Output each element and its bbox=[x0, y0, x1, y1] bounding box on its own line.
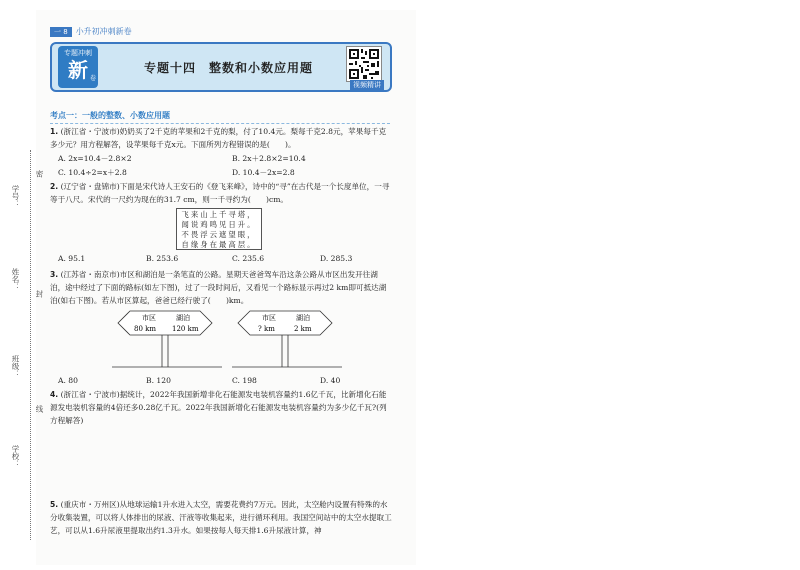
sign-right-label: 湖泊 bbox=[296, 314, 310, 322]
poem-line: 自缘身在最高层。 bbox=[181, 240, 257, 249]
option-b[interactable]: B. 120 bbox=[146, 376, 171, 385]
question-2 bbox=[50, 180, 392, 206]
option-a[interactable]: A. 80 bbox=[58, 376, 78, 385]
sign-right-value: 2 km bbox=[294, 325, 312, 333]
topic-banner bbox=[50, 42, 392, 92]
option-c[interactable]: C. 10.4÷2=x＋2.8 bbox=[58, 168, 127, 177]
question-number: 4. bbox=[50, 390, 59, 399]
badge bbox=[58, 46, 98, 88]
question-text: (辽宁省・盘锦市)下面是宋代诗人王安石的《登飞来峰》，诗中的“寻”在古代是一个长度单位，一寻等于八尺。宋代的一尺约为现在的31.7 cm，则一千寻约为( )cm。 bbox=[50, 182, 390, 204]
option-d[interactable]: D. 40 bbox=[320, 376, 341, 385]
binding-line bbox=[30, 150, 31, 540]
series-title: 小升初冲刺新卷 bbox=[75, 27, 132, 36]
answer-area[interactable] bbox=[50, 432, 390, 492]
poem-line: 闻说鸡鸣见日升。 bbox=[181, 220, 257, 229]
sign-left-value: ? km bbox=[258, 325, 275, 333]
question-text: (浙江省・宁波市)奶奶买了2千克的苹果和2千克的梨，付了10.4元。梨每千克2.8元，苹果每千克多少元？用方程解答，设苹果每千克x元。下面所列方程错误的是( )。 bbox=[50, 127, 387, 149]
binding-mark-closed: 封 bbox=[35, 290, 44, 298]
badge-top-text: 专题冲刺 bbox=[64, 49, 92, 57]
question-4 bbox=[50, 388, 392, 427]
poem-line: 不畏浮云遮望眼， bbox=[181, 230, 257, 239]
option-d[interactable]: D. 10.4－2x=2.8 bbox=[232, 168, 295, 177]
series-header bbox=[50, 26, 132, 37]
question-number: 1. bbox=[50, 127, 59, 136]
badge-small-text: 卷 bbox=[89, 75, 96, 82]
sign-right-value: 120 km bbox=[172, 325, 199, 333]
option-c[interactable]: C. 235.6 bbox=[232, 254, 265, 263]
qr-code-icon[interactable] bbox=[346, 46, 382, 82]
poem-line: 飞来山上千寻塔， bbox=[181, 210, 257, 219]
binding-mark-seal: 密 bbox=[35, 170, 44, 178]
question-text: (浙江省・宁波市)据统计，2022年我国新增非化石能源发电装机容量约1.6亿千瓦，比新增化石能源发电装机容量的4倍还多0.28亿千瓦。2022年我国新增化石能源发电装机容量约为多少亿千瓦?(列方程解答) bbox=[50, 390, 387, 425]
section-title: 考点一：一般的整数、小数应用题 bbox=[50, 110, 390, 124]
school-label: 学校： bbox=[11, 445, 20, 468]
sign-right-label: 湖泊 bbox=[176, 314, 190, 322]
option-a[interactable]: A. 95.1 bbox=[58, 254, 86, 263]
student-name-label: 姓名： bbox=[11, 268, 20, 291]
student-number-label: 学号： bbox=[11, 185, 20, 208]
option-b[interactable]: B. 253.6 bbox=[146, 254, 179, 263]
qr-caption: 视频精讲 bbox=[350, 80, 384, 90]
page-mark: 一 8 bbox=[50, 27, 72, 37]
sign-left-label: 市区 bbox=[142, 314, 156, 322]
sign-left-value: 80 km bbox=[134, 325, 157, 333]
question-1 bbox=[50, 125, 392, 151]
road-sign-left bbox=[112, 307, 222, 369]
binding-mark-line: 线 bbox=[35, 405, 44, 413]
option-b[interactable]: B. 2x＋2.8×2=10.4 bbox=[232, 154, 306, 163]
poem-box bbox=[176, 208, 262, 250]
option-d[interactable]: D. 285.3 bbox=[320, 254, 353, 263]
question-text: (江苏省・南京市)市区和湖泊是一条笔直的公路。星期天爸爸驾车沿这条公路从市区出发开往湖泊，途中经过了下面的路标(如左下图)，过了一段时间后，又看见一个路标显示再过2 km即可抵达湖泊(如右下图)。若从市区算起，爸爸已经行驶了( )km。 bbox=[50, 270, 387, 305]
question-number: 5. bbox=[50, 500, 59, 509]
option-c[interactable]: C. 198 bbox=[232, 376, 257, 385]
question-5 bbox=[50, 498, 392, 537]
class-label: 班级： bbox=[11, 355, 20, 378]
badge-big-text: 新 bbox=[68, 58, 88, 82]
road-sign-right bbox=[232, 307, 342, 369]
option-a[interactable]: A. 2x=10.4－2.8×2 bbox=[58, 154, 132, 163]
question-3 bbox=[50, 268, 392, 307]
question-text: (重庆市・万州区)从地球运输1升水进入太空，需要花费约7万元。因此，太空舱内设置有特殊的水分收集装置，可以将人体排出的尿液、汗液等收集起来，进行循环利用。我国空间站中的太空水提取工艺，可以从1.6升尿液里提取出约1.3升水。如果按每人每天排1.6升尿液计算，神 bbox=[50, 500, 392, 535]
page-title: 专题十四 整数和小数应用题 bbox=[144, 61, 314, 75]
question-number: 2. bbox=[50, 182, 59, 191]
sign-left-label: 市区 bbox=[262, 314, 276, 322]
question-number: 3. bbox=[50, 270, 59, 279]
